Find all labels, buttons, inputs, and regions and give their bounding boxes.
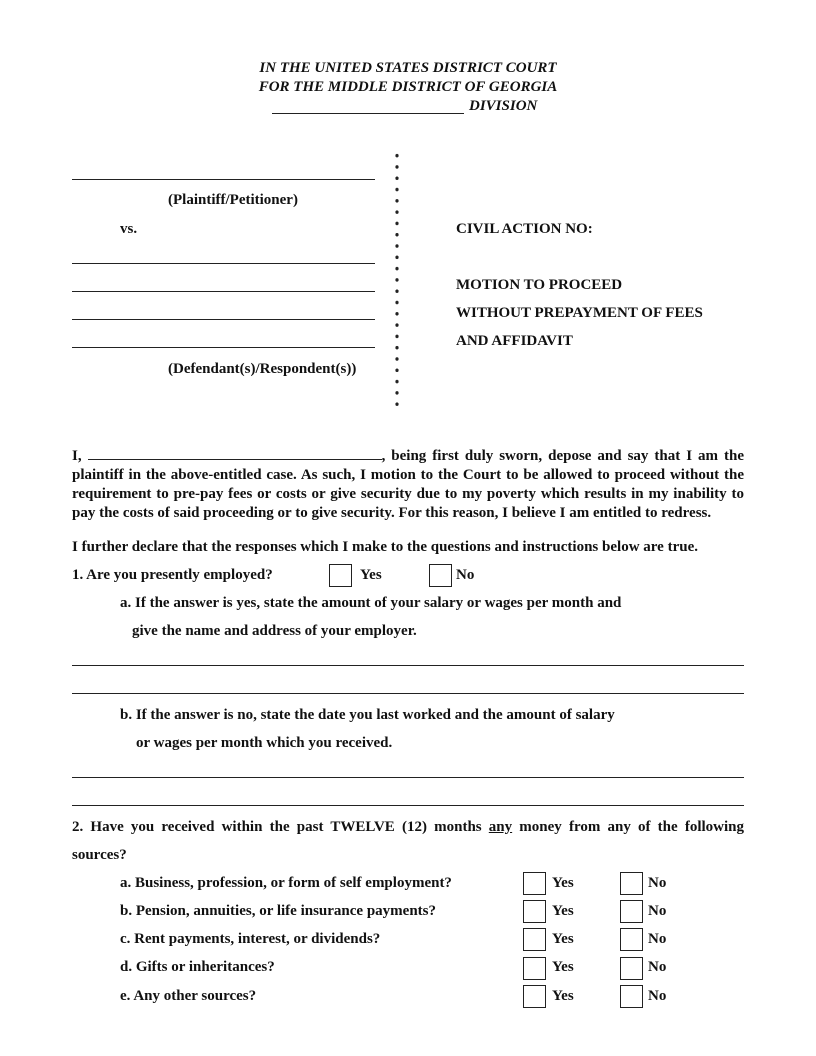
defendant-name-line-1[interactable] <box>72 263 375 264</box>
q2d-no-checkbox[interactable] <box>620 957 643 980</box>
motion-title-line1: MOTION TO PROCEED <box>456 277 623 293</box>
q1b-answer-line-1[interactable] <box>72 777 744 778</box>
q2c-yes-checkbox[interactable] <box>523 928 546 951</box>
q2-item-b: b. Pension, annuities, or life insurance payments? <box>120 903 437 919</box>
division-blank[interactable] <box>272 113 464 114</box>
q2-question-line1 <box>72 819 744 836</box>
division-label: DIVISION <box>469 98 538 114</box>
q2-item-e: e. Any other sources? <box>120 988 257 1004</box>
q2-item-a: a. Business, profession, or form of self employment? <box>120 875 452 891</box>
motion-title-line2: WITHOUT PREPAYMENT OF FEES <box>456 305 703 321</box>
vs-label: vs. <box>120 221 138 237</box>
q2b-yes-checkbox[interactable] <box>523 900 546 923</box>
intro-text: , being first duly sworn, depose and say that I am the plaintiff in the above-entitled case. As such, I motion to the Court to be allowed to proceed without the requirement to pre-pay fees or costs or give security due to my poverty which results in my inability to pay the costs of said proceeding or to give security. For this reason, I believe I am entitled to redress. <box>72 448 744 521</box>
q2e-yes-label: Yes <box>552 988 574 1004</box>
q2d-no-label: No <box>648 959 667 975</box>
q1b-line2: or wages per month which you received. <box>136 735 393 751</box>
q2e-yes-checkbox[interactable] <box>523 985 546 1008</box>
q2e-no-label: No <box>648 988 667 1004</box>
q2e-no-checkbox[interactable] <box>620 985 643 1008</box>
q2c-no-checkbox[interactable] <box>620 928 643 951</box>
q2b-yes-label: Yes <box>552 903 574 919</box>
q1b-line1: b. If the answer is no, state the date you last worked and the amount of salary <box>120 707 615 723</box>
declaration-text: I further declare that the responses which I make to the questions and instructions below are true. <box>72 539 698 555</box>
q2-question-part1: 2. Have you received within the past TWELVE (12) months <box>72 819 489 835</box>
q1-no-label: No <box>456 567 475 583</box>
intro-paragraph <box>72 445 744 523</box>
plaintiff-name-line[interactable] <box>72 179 375 180</box>
q1-yes-label: Yes <box>360 567 382 583</box>
q2b-no-label: No <box>648 903 667 919</box>
court-name-line2: FOR THE MIDDLE DISTRICT OF GEORGIA <box>258 79 558 95</box>
defendant-name-line-4[interactable] <box>72 347 375 348</box>
defendant-name-line-2[interactable] <box>72 291 375 292</box>
q2-question-part2: money from any of the following <box>512 819 744 835</box>
q2-item-c: c. Rent payments, interest, or dividends? <box>120 931 381 947</box>
q1a-answer-line-1[interactable] <box>72 665 744 666</box>
caption-divider <box>394 150 400 412</box>
q2a-yes-checkbox[interactable] <box>523 872 546 895</box>
q2a-yes-label: Yes <box>552 875 574 891</box>
q1a-answer-line-2[interactable] <box>72 693 744 694</box>
motion-title-line3: AND AFFIDAVIT <box>456 333 573 349</box>
q1a-line2: give the name and address of your employer. <box>132 623 417 639</box>
court-name-line1: IN THE UNITED STATES DISTRICT COURT <box>259 60 557 76</box>
q1b-answer-line-2[interactable] <box>72 805 744 806</box>
q1-no-checkbox[interactable] <box>429 564 452 587</box>
q2d-yes-checkbox[interactable] <box>523 957 546 980</box>
q1a-line1: a. If the answer is yes, state the amount of your salary or wages per month and <box>120 595 622 611</box>
q2-question-underlined: any <box>488 819 513 835</box>
civil-action-label: CIVIL ACTION NO: <box>456 221 593 237</box>
intro-prefix: I, <box>72 448 88 464</box>
q2b-no-checkbox[interactable] <box>620 900 643 923</box>
affiant-name-blank[interactable] <box>88 445 382 460</box>
q2-question-line2: sources? <box>72 847 127 863</box>
plaintiff-label: (Plaintiff/Petitioner) <box>168 192 298 208</box>
q2d-yes-label: Yes <box>552 959 574 975</box>
q2a-no-checkbox[interactable] <box>620 872 643 895</box>
q2-item-d: d. Gifts or inheritances? <box>120 959 275 975</box>
q2c-no-label: No <box>648 931 667 947</box>
defendant-label: (Defendant(s)/Respondent(s)) <box>168 361 357 377</box>
q2a-no-label: No <box>648 875 667 891</box>
q1-question: 1. Are you presently employed? <box>72 567 273 583</box>
defendant-name-line-3[interactable] <box>72 319 375 320</box>
q2c-yes-label: Yes <box>552 931 574 947</box>
q1-yes-checkbox[interactable] <box>329 564 352 587</box>
